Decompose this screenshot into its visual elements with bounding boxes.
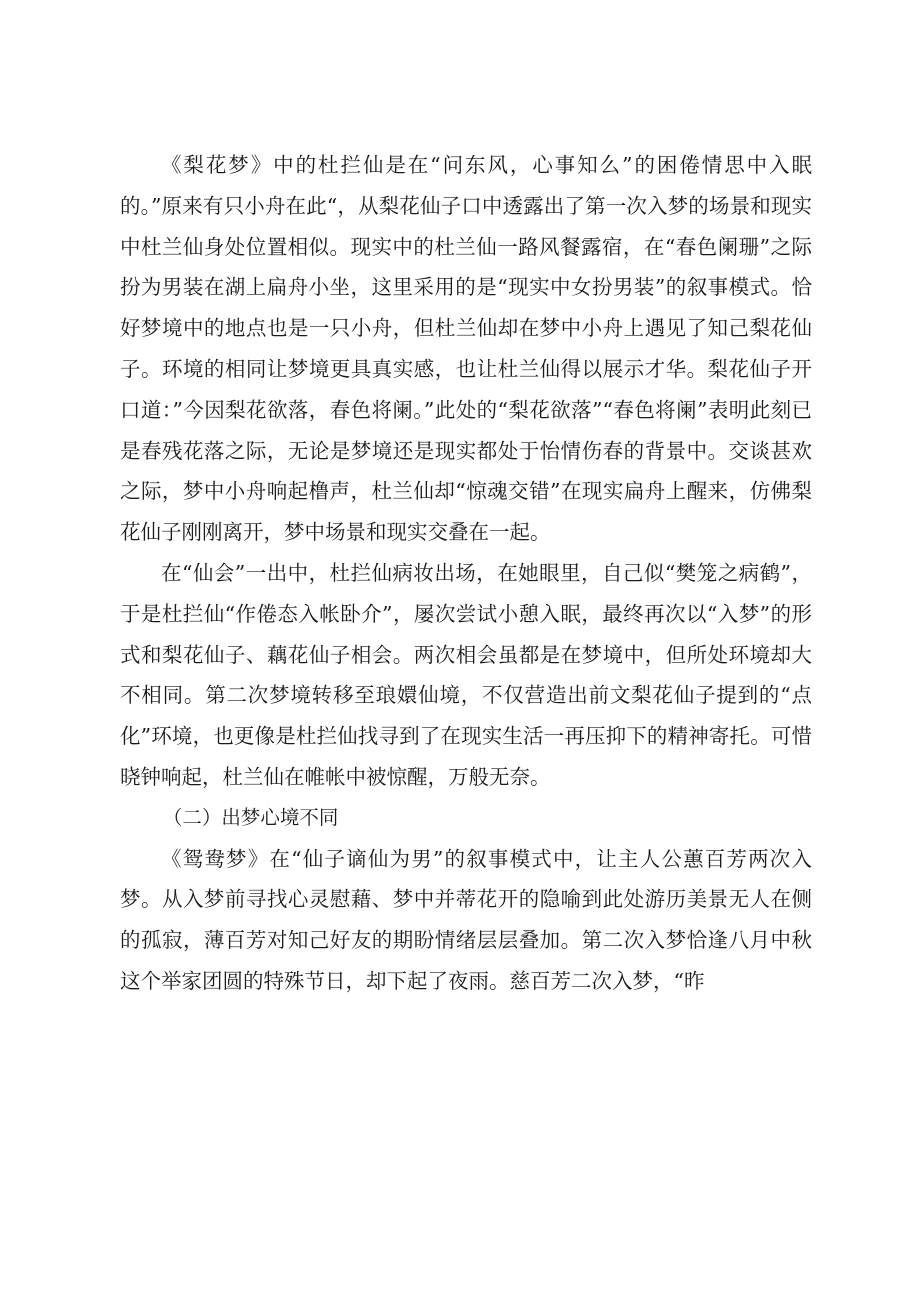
document-body xyxy=(120,145,812,1002)
paragraph-xianhui: 在“仙会”一出中，杜拦仙病妆出场，在她眼里，自己似“樊笼之病鹤”，于是杜拦仙“作倦态入帐卧介”，屡次尝试小憩入眠，最终再次以“入梦”的形式和梨花仙子、藕花仙子相会。两次相会虽都是在梦境中，但所处环境却大不相同。第二次梦境转移至琅嬛仙境，不仅营造出前文梨花仙子提到的“点化”环境，也更像是杜拦仙找寻到了在现实生活一再压抑下的精神寄托。可惜晓钟响起，杜兰仙在帷帐中被惊醒，万般无奈。 xyxy=(120,560,812,789)
paragraph-yuanyang-meng: 《鸳鸯梦》在“仙子谪仙为男”的叙事模式中，让主人公蕙百芳两次入梦。从入梦前寻找心灵慰藉、梦中并蒂花开的隐喻到此处游历美景无人在侧的孤寂，薄百芳对知己好友的期盼情绪层层叠加。第二次入梦恰逢八月中秋这个举家团圆的特殊节日，却下起了夜雨。慈百芳二次入梦，“昨 xyxy=(120,846,812,993)
paragraph-lihua-meng: 《梨花梦》中的杜拦仙是在“问东风，心事知么”的困倦情思中入眠的。”原来有只小舟在此“，从梨花仙子口中透露出了第一次入梦的场景和现实中杜兰仙身处位置相似。现实中的杜兰仙一路风餐露宿，在“春色阑珊”之际扮为男装在湖上扁舟小坐，这里采用的是“现实中女扮男装”的叙事模式。恰好梦境中的地点也是一只小舟，但杜兰仙却在梦中小舟上遇见了知己梨花仙子。环境的相同让梦境更具真实感，也让杜兰仙得以展示才华。梨花仙子开口道：”今因梨花欲落，春色将阑。”此处的“梨花欲落”“春色将阑”表明此刻已是春残花落之际，无论是梦境还是现实都处于怡情伤春的背景中。交谈甚欢之际，梦中小舟响起橹声，杜兰仙却“惊魂交错”在现实扁舟上醒来，仿佛梨花仙子刚刚离开，梦中场景和现实交叠在一起。 xyxy=(120,153,812,545)
section-heading: （二）出梦心境不同 xyxy=(162,805,339,829)
